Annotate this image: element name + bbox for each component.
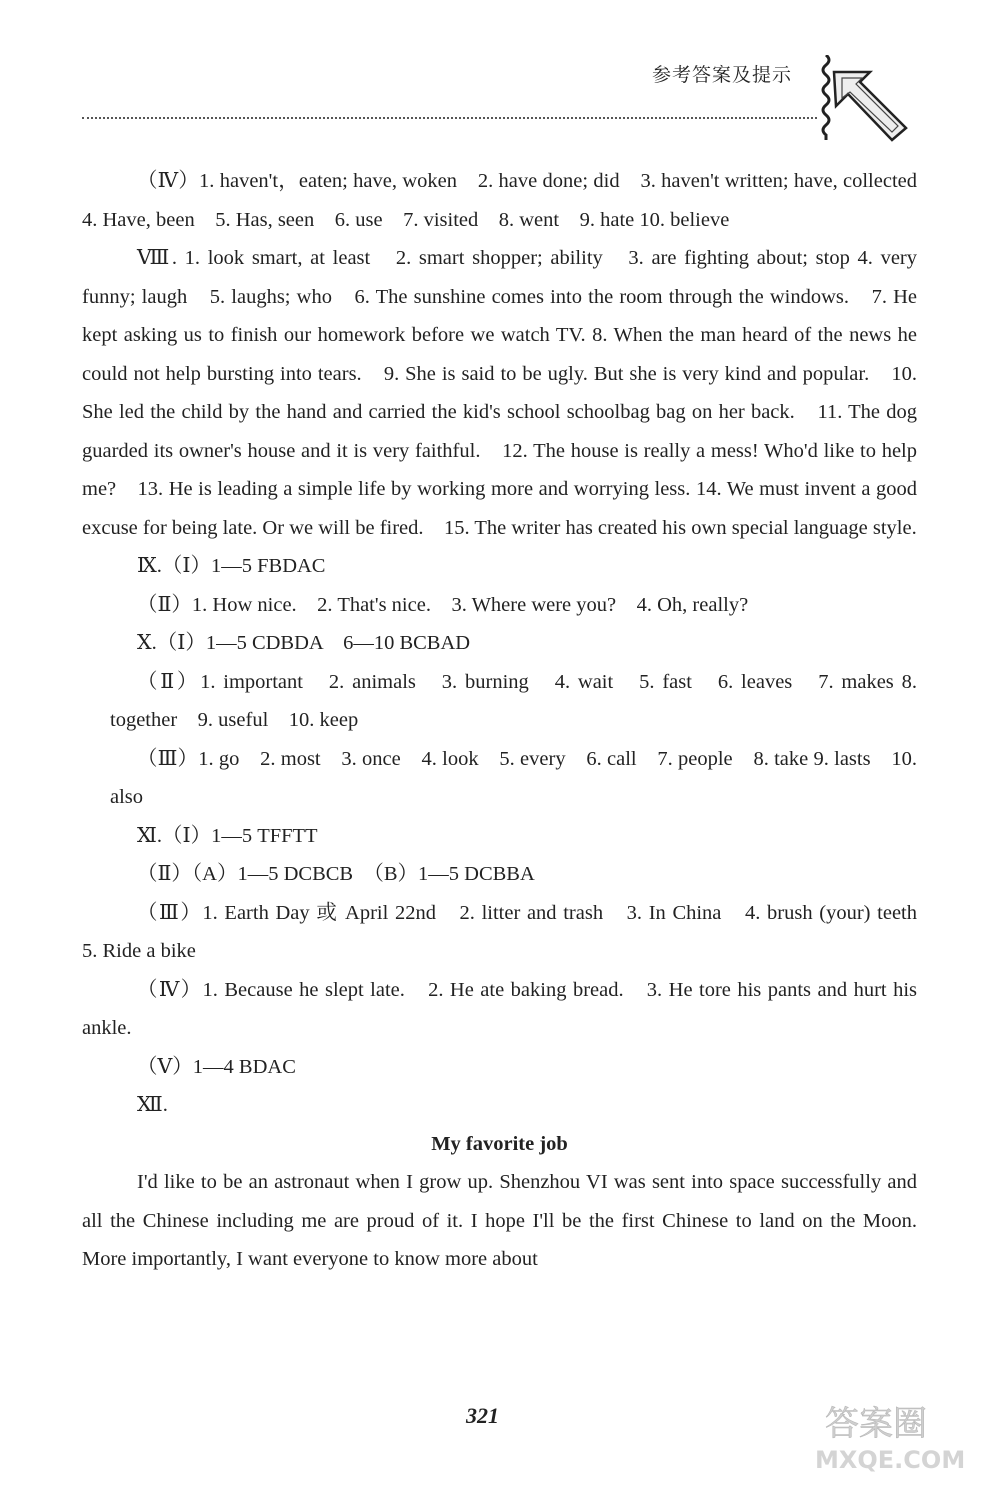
arrow-logo-icon <box>830 68 910 143</box>
page-number: 321 <box>466 1403 499 1428</box>
answer-section: （Ⅱ）1. important 2. animals 3. burning 4. wait 5. fast 6. leaves 7. makes 8. together 9. useful 10. keep <box>110 670 917 731</box>
answer-section: （Ⅱ）1. How nice. 2. That's nice. 3. Where were you? 4. Oh, really? <box>137 593 749 616</box>
answer-section: Ⅸ.（Ⅰ）1—5 FBDAC <box>137 555 326 577</box>
header-dotted-rule <box>82 117 817 119</box>
answer-section: （Ⅳ）1. haven't，eaten; have, woken 2. have done; did 3. haven't written; have, collected 4. Have, been 5. Has, seen 6. use 7. visited 8. went 9. hate 10. believe <box>82 170 938 231</box>
essay-body: I'd like to be an astronaut when I grow up. Shenzhou VI was sent into space successfully and all the Chinese including me are proud of it. I hope I'll be the first Chinese to land on the Moon. More importantly, I want everyone to know more about <box>82 1171 917 1270</box>
answer-section: （Ⅲ）1. Earth Day 或 April 22nd 2. litter and trash 3. In China 4. brush (your) teeth 5. Ride a bike <box>82 901 938 962</box>
page-header <box>0 0 1000 150</box>
watermark-top-text: 答案圈 <box>825 1404 927 1444</box>
answer-section: Ⅻ. <box>137 1094 168 1116</box>
answer-section: （Ⅴ）1—4 BDAC <box>137 1055 296 1078</box>
answer-content <box>82 162 938 1279</box>
answer-section: Ⅷ. 1. look smart, at least 2. smart shopper; ability 3. are fighting about; stop 4. very funny; laugh 5. laughs; who 6. The sunshine comes into the room through the windows. 7. He kept asking us to finish our homework before we watch TV. 8. When the man heard of the news he could not help bursting into tears. 9. She is said to be ugly. But she is very kind and popular. 10. She led the child by the hand and carried the kid's school schoolbag bag on her back. 11. The dog guarded its owner's house and it is very faithful. 12. The house is really a mess! Who'd like to help me? 13. He is leading a simple life by working more and worrying less. 14. We must invent a good excuse for being late. Or we will be fired. 15. The writer has created his own special language style. <box>82 247 917 539</box>
answer-section: （Ⅱ）（A）1—5 DCBCB （B）1—5 DCBBA <box>137 863 535 885</box>
watermark-logo <box>805 1390 985 1475</box>
header-title: 参考答案及提示 <box>652 64 793 86</box>
watermark-bottom-text: MXQE.COM <box>815 1446 966 1474</box>
answer-section: （Ⅳ）1. Because he slept late. 2. He ate baking bread. 3. He tore his pants and hurt his ankle. <box>82 978 917 1039</box>
answer-section: Ⅹ.（Ⅰ）1—5 CDBDA 6—10 BCBAD <box>137 632 471 654</box>
answer-section: Ⅺ.（Ⅰ）1—5 TFFTT <box>137 824 318 847</box>
answer-section: （Ⅲ）1. go 2. most 3. once 4. look 5. every 6. call 7. people 8. take 9. lasts 10. also <box>110 747 917 808</box>
essay-title: My favorite job <box>431 1132 568 1155</box>
